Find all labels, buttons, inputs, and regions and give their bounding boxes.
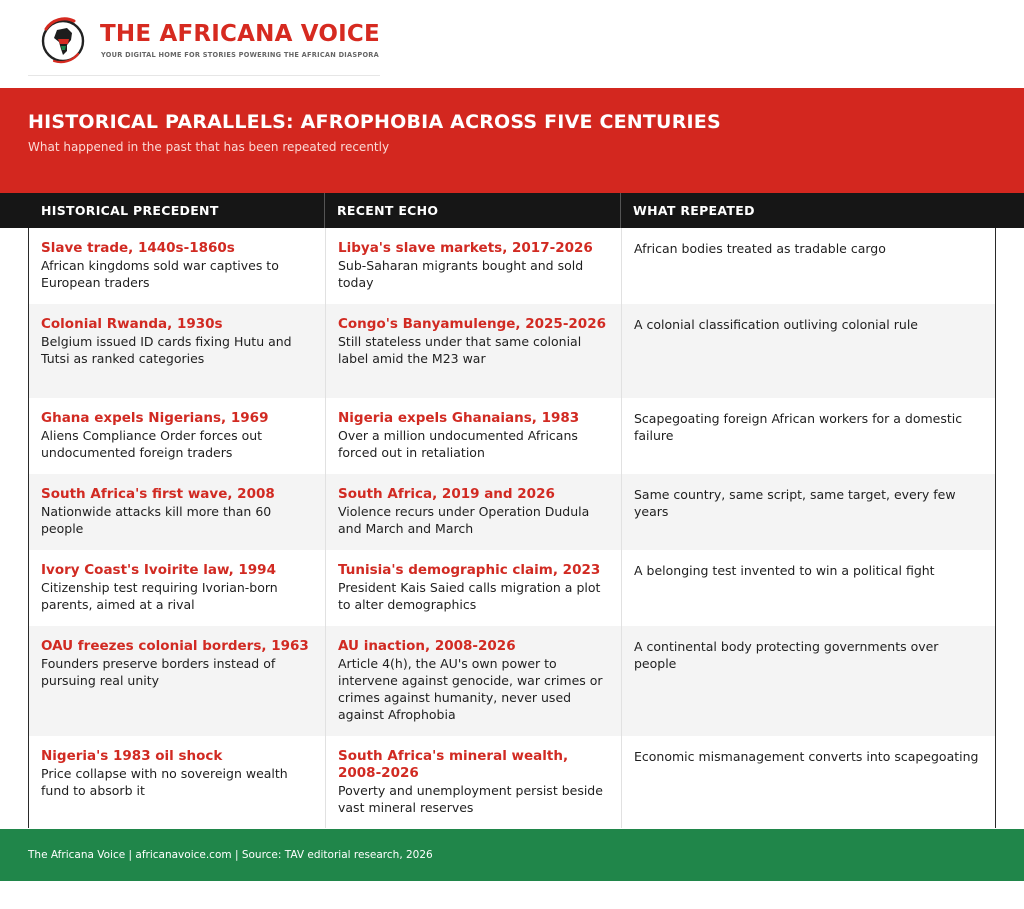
precedent-cell [29, 474, 325, 550]
echo-title: South Africa, 2019 and 2026 [338, 486, 555, 502]
echo-description: Sub-Saharan migrants bought and sold today [338, 258, 584, 290]
repeated-text: A continental body protecting governments over people [634, 639, 939, 671]
echo-description: President Kais Saied calls migration a plot to alter demographics [338, 580, 601, 612]
repeated-text: A belonging test invented to win a political fight [634, 563, 935, 578]
echo-description: Article 4(h), the AU's own power to intervene against genocide, war crimes or crimes against humanity, never used against Afrophobia [338, 656, 603, 722]
echo-cell [325, 550, 621, 626]
table-row [29, 550, 995, 626]
precedent-description: Price collapse with no sovereign wealth fund to absorb it [41, 766, 288, 798]
precedent-description: Nationwide attacks kill more than 60 people [41, 504, 272, 536]
echo-cell [325, 736, 621, 828]
repeated-cell [621, 550, 995, 626]
echo-title: South Africa's mineral wealth, 2008-2026 [338, 748, 569, 781]
precedent-description: Aliens Compliance Order forces out undocumented foreign traders [41, 428, 263, 460]
header-what-repeated: WHAT REPEATED [633, 203, 755, 218]
table-row [29, 736, 995, 828]
table-row [29, 304, 995, 398]
repeated-text: African bodies treated as tradable cargo [634, 241, 886, 256]
echo-cell [325, 474, 621, 550]
repeated-text: A colonial classification outliving colonial rule [634, 317, 918, 332]
echo-title: Congo's Banyamulenge, 2025-2026 [338, 316, 606, 332]
site-footer [0, 829, 1024, 881]
repeated-cell [621, 398, 995, 474]
repeated-cell [621, 626, 995, 736]
table-header [0, 193, 1024, 228]
precedent-title: South Africa's first wave, 2008 [41, 486, 275, 502]
table-row [29, 398, 995, 474]
header-divider [28, 75, 380, 76]
repeated-cell [621, 474, 995, 550]
precedent-title: Ghana expels Nigerians, 1969 [41, 410, 269, 426]
repeated-text: Same country, same script, same target, every few years [634, 487, 956, 519]
table-body [28, 228, 996, 828]
repeated-cell [621, 736, 995, 828]
echo-description: Over a million undocumented Africans forced out in retaliation [338, 428, 578, 460]
echo-title: Nigeria expels Ghanaians, 1983 [338, 410, 580, 426]
footer-credit[interactable]: The Africana Voice | africanavoice.com | Source: TAV editorial research, 2026 [28, 849, 433, 861]
precedent-cell [29, 736, 325, 828]
title-banner [0, 88, 1024, 193]
site-header [0, 0, 1024, 88]
table-row [29, 474, 995, 550]
column-divider [620, 193, 621, 228]
precedent-description: Belgium issued ID cards fixing Hutu and Tutsi as ranked categories [41, 334, 292, 366]
repeated-text: Scapegoating foreign African workers for a domestic failure [634, 411, 963, 443]
page-title: HISTORICAL PARALLELS: AFROPHOBIA ACROSS FIVE CENTURIES [28, 111, 721, 133]
precedent-description: African kingdoms sold war captives to European traders [41, 258, 279, 290]
echo-description: Still stateless under that same colonial label amid the M23 war [338, 334, 582, 366]
precedent-cell [29, 304, 325, 398]
precedent-title: Nigeria's 1983 oil shock [41, 748, 223, 764]
echo-title: Libya's slave markets, 2017-2026 [338, 240, 593, 256]
page-subtitle: What happened in the past that has been repeated recently [28, 140, 390, 154]
echo-cell [325, 304, 621, 398]
repeated-cell [621, 304, 995, 398]
echo-description: Violence recurs under Operation Dudula and March and March [338, 504, 590, 536]
precedent-description: Founders preserve borders instead of pursuing real unity [41, 656, 276, 688]
table-row [29, 228, 995, 304]
table-row [29, 626, 995, 736]
precedent-description: Citizenship test requiring Ivorian-born parents, aimed at a rival [41, 580, 278, 612]
echo-cell [325, 626, 621, 736]
precedent-cell [29, 626, 325, 736]
precedent-cell [29, 550, 325, 626]
echo-description: Poverty and unemployment persist beside vast mineral reserves [338, 783, 603, 815]
globe-africa-icon[interactable] [38, 16, 88, 66]
brand-tagline: YOUR DIGITAL HOME FOR STORIES POWERING THE AFRICAN DIASPORA [101, 51, 379, 59]
precedent-cell [29, 228, 325, 304]
echo-title: Tunisia's demographic claim, 2023 [338, 562, 601, 578]
brand-name[interactable]: THE AFRICANA VOICE [100, 21, 380, 47]
echo-cell [325, 398, 621, 474]
header-historical-precedent: HISTORICAL PRECEDENT [41, 203, 219, 218]
precedent-cell [29, 398, 325, 474]
header-recent-echo: RECENT ECHO [337, 203, 439, 218]
precedent-title: Slave trade, 1440s-1860s [41, 240, 235, 256]
precedent-title: Colonial Rwanda, 1930s [41, 316, 223, 332]
column-divider [324, 193, 325, 228]
repeated-text: Economic mismanagement converts into scapegoating [634, 749, 979, 764]
precedent-title: OAU freezes colonial borders, 1963 [41, 638, 309, 654]
echo-cell [325, 228, 621, 304]
precedent-title: Ivory Coast's Ivoirite law, 1994 [41, 562, 276, 578]
echo-title: AU inaction, 2008-2026 [338, 638, 516, 654]
repeated-cell [621, 228, 995, 304]
